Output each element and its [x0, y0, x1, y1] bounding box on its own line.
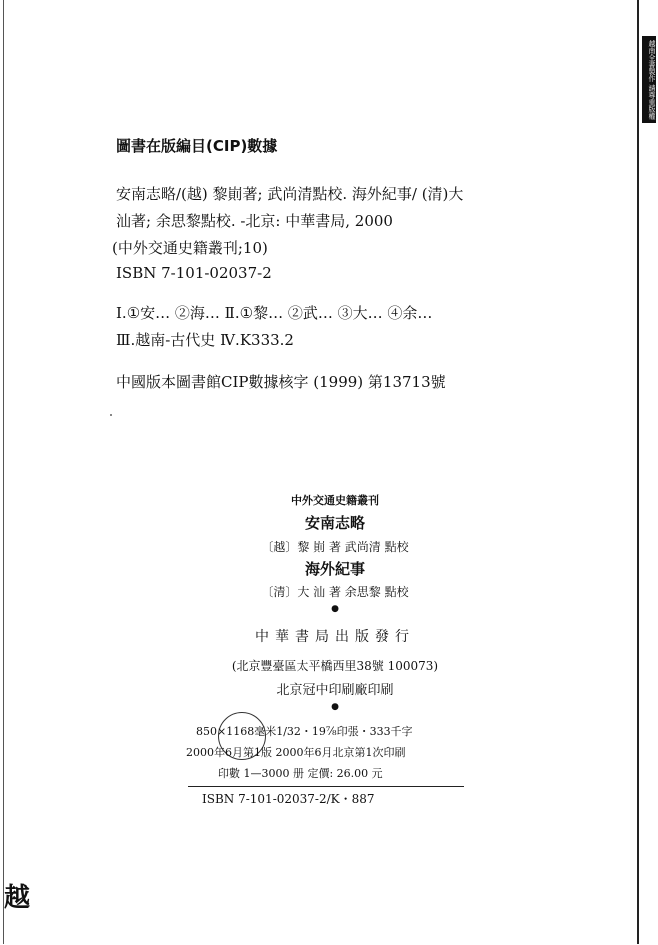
colophon-address: (北京豐臺區太平橋西里38號 100073) [231, 659, 439, 673]
cip-heading: 圖書在版編目(CIP)數據 [116, 137, 278, 155]
corner-logo: 越 [4, 883, 31, 913]
colophon-series: 中外交通史籍叢刊 [291, 494, 379, 507]
cip-entry-line-1: 安南志略/(越) 黎崱著; 武尚清點校. 海外紀事/ (清)大 [116, 185, 464, 203]
colophon-bullet-2: ● [331, 702, 339, 712]
colophon-bullet-1: ● [331, 604, 339, 614]
colophon-isbn: ISBN 7-101-02037-2/K・887 [202, 792, 375, 806]
colophon-printer: 北京冠中印刷廠印刷 [276, 683, 394, 698]
colophon-title-2: 海外紀事 [304, 560, 365, 578]
colophon-title-1: 安南志略 [304, 514, 365, 532]
cip-record-number: 中國版本圖書館CIP數據核字 (1999) 第13713號 [116, 373, 446, 391]
colophon-print-run: 印數 1—3000 册 定價: 26.00 元 [218, 767, 383, 780]
colophon-edition: 2000年6月第1版 2000年6月北京第1次印刷 [186, 746, 406, 759]
cip-series-line: (中外交通史籍叢刊;10) [112, 239, 268, 257]
cip-entry-line-2: 汕著; 余思黎點校. -北京: 中華書局, 2000 [116, 212, 393, 230]
colophon-publisher: 中華書局出版發行 [255, 629, 415, 645]
colophon-authors-2: 〔清〕大 汕 著 余思黎 點校 [261, 585, 409, 599]
colophon-authors-1: 〔越〕黎 崱 著 武尚清 點校 [261, 540, 409, 554]
colophon-specs: 850×1168毫米1/32・19⅞印張・333千字 [196, 725, 413, 738]
edge-watermark-stamp: 越南全書製作 請尊重版權 [642, 36, 656, 123]
speck-mark [110, 414, 112, 416]
cip-isbn: ISBN 7-101-02037-2 [116, 264, 272, 282]
isbn-rule-line [188, 786, 464, 787]
cip-classification-1: Ⅰ.①安… ②海… Ⅱ.①黎… ②武… ③大… ④余… [116, 304, 433, 322]
cip-classification-2: Ⅲ.越南-古代史 Ⅳ.K333.2 [116, 331, 294, 349]
